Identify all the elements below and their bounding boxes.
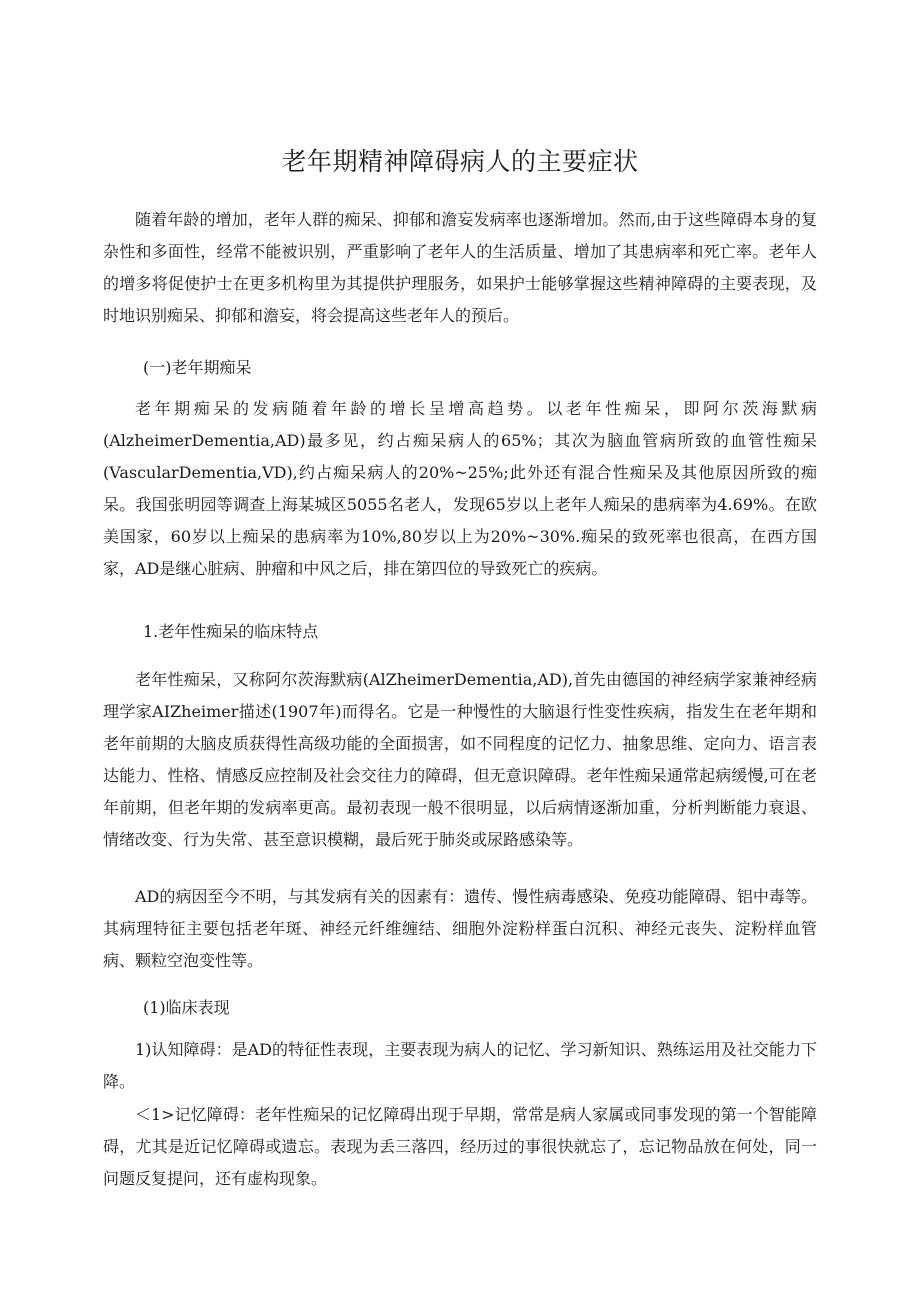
alzheimer-description-paragraph: 老年性痴呆，又称阿尔茨海默病(AlZheimerDementia,AD),首先由德国的神经病学家兼神经病理学家AIZheimer描述(1907年)而得名。它是一种慢性的大脑退行性变性疾病，指发生在老年期和老年前期的大脑皮质获得性高级功能的全面损害，如不同程度的记忆力、抽象思维、定向力、语言表达能力、性格、情感反应控制及社会交往力的障碍，但无意识障碍。老年性痴呆通常起病缓慢,可在老年前期，但老年期的发病率更高。最初表现一般不很明显，以后病情逐渐加重，分析判断能力衰退、情绪改变、行为失常、甚至意识模糊，最后死于肺炎或尿路感染等。 bbox=[103, 670, 817, 849]
cognitive-impairment-paragraph: 1)认知障碍：是AD的特征性表现，主要表现为病人的记忆、学习新知识、熟练运用及社交能力下降。 bbox=[103, 1040, 817, 1091]
section-heading-dementia: (一)老年期痴呆 bbox=[143, 358, 252, 377]
ad-etiology-paragraph: AD的病因至今不明，与其发病有关的因素有：遗传、慢性病毒感染、免疫功能障碍、铝中毒等。其病理特征主要包括老年斑、神经元纤维缠结、细胞外淀粉样蛋白沉积、神经元丧失、淀粉样血管病、颗粒空泡变性等。 bbox=[103, 887, 817, 970]
dementia-paragraph: 老年期痴呆的发病随着年龄的增长呈增高趋势。以老年性痴呆，即阿尔茨海默病(AlzheimerDementia,AD)最多见，约占痴呆病人的65%；其次为脑血管病所致的血管性痴呆(VascularDementia,VD),约占痴呆病人的20%~25%;此外还有混合性痴呆及其他原因所致的痴呆。我国张明园等调查上海某城区5055名老人，发现65岁以上老年人痴呆的患病率为4.69%。在欧美国家，60岁以上痴呆的患病率为10%,80岁以上为20%~30%.痴呆的致死率也很高，在西方国家，AD是继心脏病、肿瘤和中风之后，排在第四位的导致死亡的疾病。 bbox=[103, 399, 817, 578]
intro-paragraph: 随着年龄的增加，老年人群的痴呆、抑郁和澹妄发病率也逐渐增加。然而,由于这些障碍本身的复杂性和多面性，经常不能被识别，严重影响了老年人的生活质量、增加了其患病率和死亡率。老年人的增多将促使护士在更多机构里为其提供护理服务，如果护士能够掌握这些精神障碍的主要表现，及时地识别痴呆、抑郁和澹妄，将会提高这些老年人的预后。 bbox=[103, 210, 817, 325]
memory-impairment-paragraph: ＜1>记忆障碍：老年性痴呆的记忆障碍出现于早期，常常是病人家属或同事发现的第一个智能障碍，尤其是近记忆障碍或遗忘。表现为丢三落四，经历过的事很快就忘了，忘记物品放在何处，同一问题反复提问，还有虚构现象。 bbox=[103, 1105, 817, 1188]
page-title: 老年期精神障碍病人的主要症状 bbox=[281, 147, 639, 176]
clinical-manifestation-heading: (1)临床表现 bbox=[143, 998, 230, 1017]
subsection-heading-clinical-features: 1.老年性痴呆的临床特点 bbox=[143, 622, 319, 641]
